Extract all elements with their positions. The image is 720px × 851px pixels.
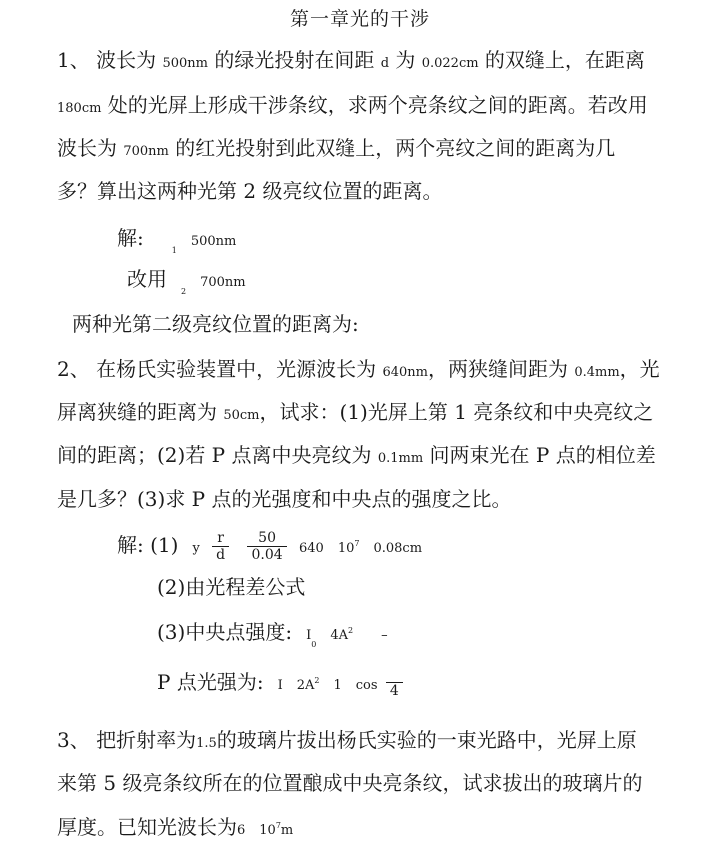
number: 10 (259, 823, 276, 838)
problem-3-line-3 (57, 812, 657, 845)
number: 6 (237, 823, 246, 838)
number: 640 (299, 541, 324, 556)
symbol-y: y (192, 541, 200, 556)
slit-distance-value: 0.022cm (421, 56, 479, 71)
text: 2、 在杨氏实验装置中，光源波长为 (57, 357, 383, 381)
text: 的双缝上，在距离 (478, 48, 645, 72)
solution-1-line (117, 224, 717, 265)
value: 4A (330, 628, 348, 643)
text: 问两束光在 P 点的相位差 (423, 443, 656, 467)
problem-2-line-4: 是几多？(3)求 P 点的光强度和中央点的强度之比。 (57, 487, 512, 511)
subscript: 1 (171, 246, 177, 255)
exponent: 2 (347, 626, 354, 635)
subscript: 0 (311, 640, 317, 649)
text: 的玻璃片拔出杨氏实验的一束光路中，光屏上原 (216, 728, 637, 752)
number: 10 (337, 541, 355, 556)
solution-2-part-2: (2)由光程差公式 (157, 575, 306, 599)
problem-2-line-2 (57, 398, 657, 430)
label: (3)中央点强度: (157, 620, 293, 644)
p-distance-value: 0.1mm (377, 451, 424, 466)
symbol-I: I (277, 678, 283, 693)
fraction-r-d: $\frac{r}{d}$ (212, 530, 229, 563)
problem-3-line-1 (57, 726, 657, 758)
problem-3-line-2: 来第 5 级亮条纹所在的位置酿成中央亮条纹，试求拔出的玻璃片的 (57, 771, 643, 795)
text: 3、 把折射率为 (57, 728, 197, 752)
solution-2-part-4 (157, 667, 720, 700)
solution-1-second-order: 两种光第二级亮纹位置的距离为: (72, 312, 359, 336)
text: 屏离狭缝的距离为 (57, 400, 224, 424)
wavelength-value: 700nm (200, 275, 246, 290)
text: ，试求：(1)光屏上第 1 亮条纹和中央亮纹之 (259, 400, 654, 424)
label: P 点光强为: (157, 670, 264, 694)
screen-distance-value: 50cm (223, 408, 260, 423)
solution-2-part-1 (117, 530, 717, 563)
alt-label: 改用 (127, 267, 167, 291)
text: 间的距离；(2)若 P 点离中央亮纹为 (57, 443, 378, 467)
wavelength-value: 700nm (123, 144, 169, 159)
problem-1-line-1 (57, 46, 657, 78)
refractive-index-value: 1.5 (196, 736, 217, 751)
problem-1-line-4: 多？算出这两种光第 2 级亮纹位置的距离。 (57, 179, 443, 203)
wavelength-value: 500nm (190, 234, 237, 249)
text: 的绿光投射在间距 (207, 48, 381, 72)
fraction-over-4: 4 (386, 668, 403, 699)
problem-1-line-2 (57, 91, 657, 123)
result-value: 0.08cm (373, 541, 423, 556)
solution-1-alt-line (127, 265, 720, 306)
solution-label: 解: (117, 226, 144, 250)
solution-2-part-3 (157, 617, 720, 659)
screen-distance-value: 180cm (57, 101, 102, 116)
cos-function: cos (355, 678, 378, 693)
exponent: 2 (314, 676, 320, 685)
text: ，两狭缝间距为 (427, 357, 575, 381)
text: 处的光屏上形成干涉条纹，求两个亮条纹之间的距离。若改用 (101, 93, 648, 117)
fraction-50-004: $\frac{50}{0.04}$ (247, 530, 286, 563)
problem-2-line-3 (57, 441, 657, 473)
symbol-I: I (306, 628, 312, 643)
problem-1-line-3 (57, 134, 657, 166)
symbol-d: d (380, 56, 390, 71)
text: 1、 波长为 (57, 48, 163, 72)
dash: – (381, 628, 388, 643)
text: ，光 (619, 357, 660, 381)
problem-2-line-1 (57, 355, 660, 387)
text: 厚度。已知光波长为 (57, 815, 237, 839)
subscript: 2 (181, 287, 187, 296)
wavelength-value: 500nm (162, 56, 208, 71)
wavelength-value: 640nm (382, 365, 428, 380)
number: 1 (333, 678, 342, 693)
text: 波长为 (57, 136, 124, 160)
exponent: 7 (275, 821, 281, 830)
slit-distance-value: 0.4mm (574, 365, 620, 380)
solution-label: 解: (1) (117, 533, 179, 557)
unit: m (280, 823, 294, 838)
chapter-title: 第一章光的干涉 (289, 8, 430, 30)
value: 2A (296, 678, 315, 693)
exponent: 7 (354, 539, 360, 548)
text: 的红光投射到此双缝上，两个亮纹之间的距离为几 (168, 136, 616, 160)
text: 为 (389, 48, 422, 72)
